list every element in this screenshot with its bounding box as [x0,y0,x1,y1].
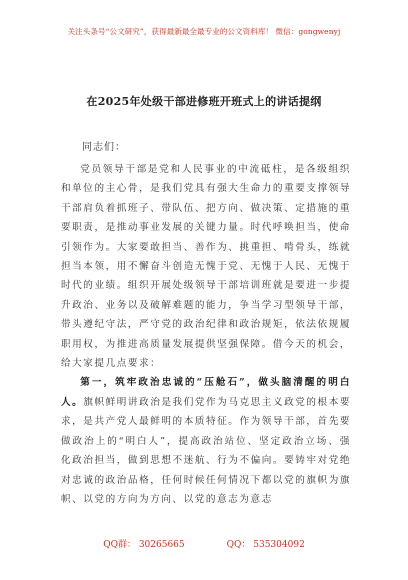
salutation: 同志们： [82,142,126,153]
footer-contact [0,537,408,550]
promo-banner: 关注头条号“公文研究”，获得最新最全最专业的公文资料库！ 微信：gongwenyj [67,27,341,36]
body-paragraph [61,373,351,509]
document-title: 在2025年处级干部进修班开班式上的讲话提纲 [86,95,322,108]
section-text: 旗帜鲜明讲政治是我们党作为马克思主义政党的根本要求，是共产党人最鲜明的本质特征。作为领导干部，首先要做政治上的“明白人”，提高政治站位、坚定政治立场、强化政治担当，做到思想不迷航、行为不偏向。要铸牢对党绝对忠诚的政治品格，任何时候任何情况下都以党的旗帜为旗帜、以党的方向为方向、以党的意志为意志 [61,396,351,505]
qq-contact-text: QQ： 535304092 [226,540,305,550]
qq-group-text: QQ群： 30265665 [103,540,185,550]
section-heading: 第一，筑牢政治忠诚的“压舱石”，做头脑清醒的明白人。 [61,377,351,408]
document-body [61,160,351,509]
body-paragraph: 党员领导干部是党和人民事业的中流砥柱，是各级组织和单位的主心骨，是我们党具有强大生命力的重要支撑领导干部肩负着抓班子、带队伍、把方向、做决策、定措施的重要职责，是推动事业发展的关键力量。时代呼唤担当，使命引领作为。大家要敢担当、善作为、挑重担、啃骨头，练就担当本领，用不懈奋斗创造无愧于党、无愧于人民、无愧于时代的业绩。组织开展处级领导干部培训班就是要进一步提升政治、业务以及破解难题的能力，争当学习型领导干部，带头遵纪守法，严守党的政治纪律和政治规矩，依法依规履职用权，为推进高质量发展提供坚强保障。借今天的机会，给大家提几点要求： [61,164,351,370]
